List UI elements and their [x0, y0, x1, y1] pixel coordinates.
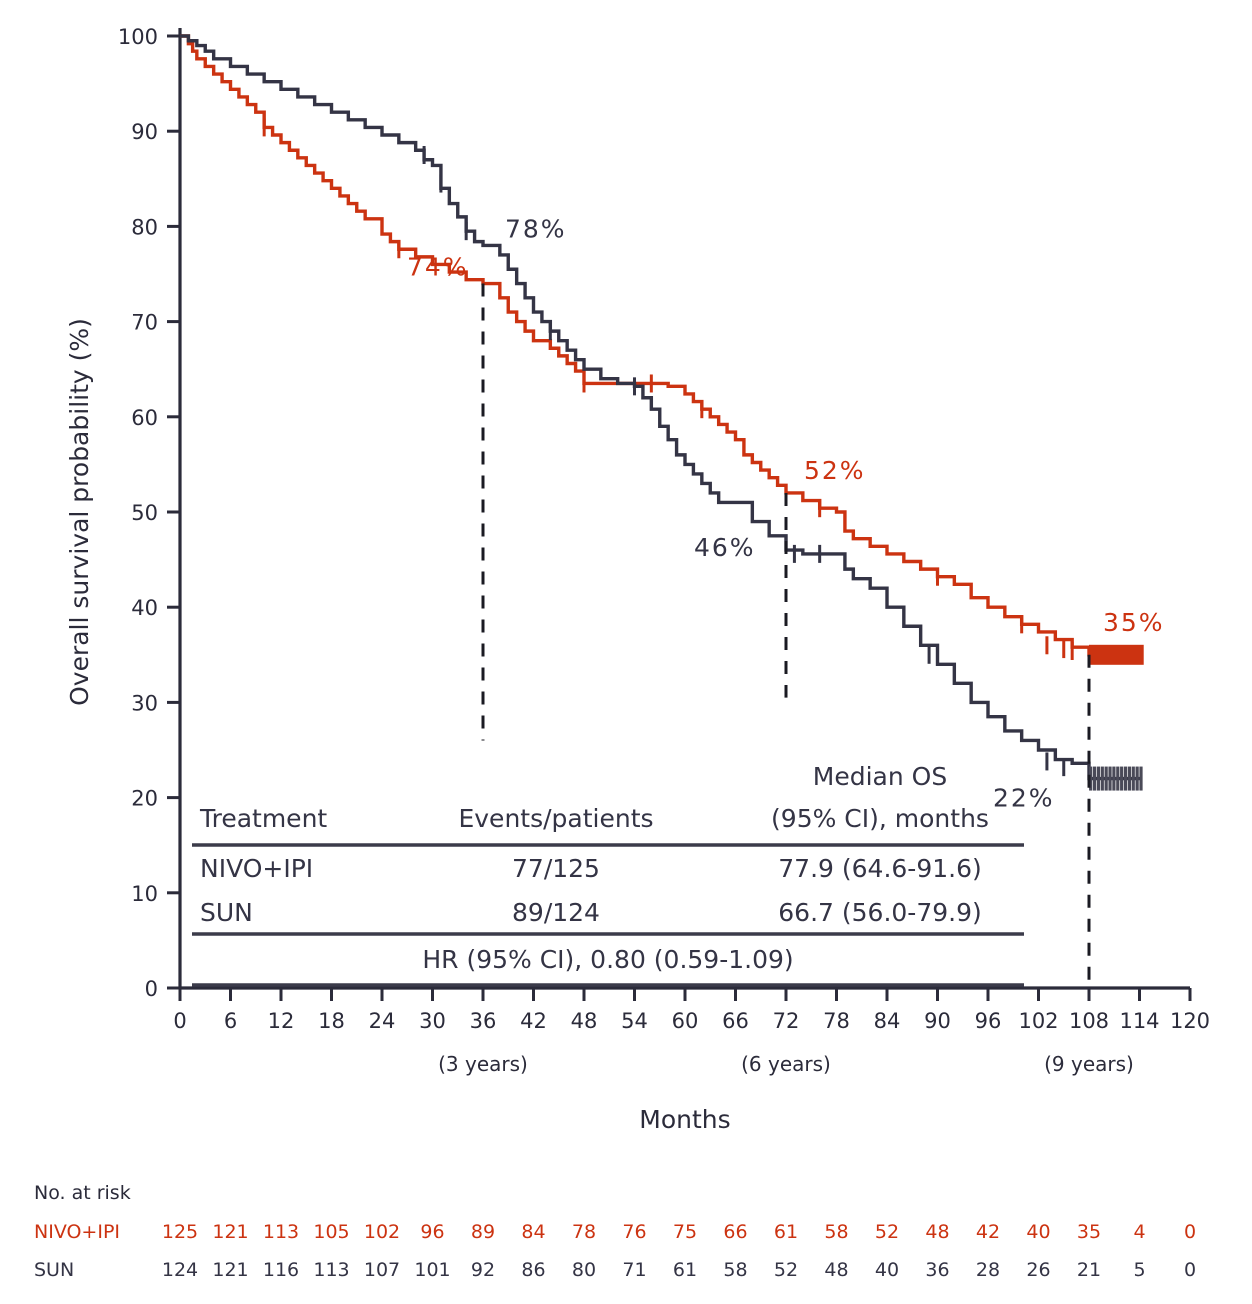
x-axis-title: Months	[639, 1105, 731, 1134]
risk-cell: 42	[975, 1221, 1001, 1243]
table-header-events: Events/patients	[458, 804, 654, 833]
summary-table	[192, 762, 1024, 985]
risk-cell: 102	[363, 1221, 401, 1243]
risk-cell: 78	[571, 1221, 597, 1243]
risk-cell: 96	[420, 1221, 445, 1243]
curve-annotation: 22%	[993, 783, 1055, 813]
chart-curves	[180, 36, 1144, 791]
table-footer-hr: HR (95% CI), 0.80 (0.59-1.09)	[422, 945, 794, 974]
curve-annotation: 78%	[505, 214, 567, 244]
y-axis-title: Overall survival probability (%)	[65, 318, 94, 706]
y-tick-label: 30	[131, 691, 158, 716]
risk-row-label: NIVO+IPI	[34, 1221, 121, 1243]
x-tick-label: 18	[318, 1009, 345, 1033]
risk-cell: 61	[773, 1221, 799, 1243]
risk-cell: 48	[925, 1221, 950, 1243]
risk-cell: 4	[1133, 1221, 1146, 1243]
risk-cell: 28	[975, 1259, 1001, 1281]
x-tick-label: 84	[873, 1009, 901, 1033]
y-tick-label: 10	[131, 881, 158, 906]
table-cell-events: 77/125	[512, 854, 600, 883]
risk-cell: 124	[161, 1259, 199, 1281]
risk-cell: 66	[723, 1221, 748, 1243]
curve-annotation: 52%	[804, 455, 866, 485]
x-tick-label: 120	[1169, 1009, 1211, 1033]
risk-cell: 80	[571, 1259, 597, 1281]
x-tick-label: 6	[223, 1009, 238, 1033]
curve-annotation: 35%	[1103, 607, 1165, 637]
y-tick-label: 100	[117, 25, 158, 49]
risk-cell: 125	[161, 1221, 199, 1243]
censor-block-nivo	[1089, 645, 1144, 665]
x-tick-label: 42	[520, 1009, 547, 1033]
table-cell-median-os: 77.9 (64.6-91.6)	[778, 854, 982, 883]
x-tick-label: 66	[722, 1009, 749, 1033]
x-year-marker: (3 years)	[438, 1052, 528, 1076]
x-tick-label: 54	[621, 1009, 648, 1033]
risk-cell: 21	[1076, 1259, 1102, 1281]
curve-annotation: 74%	[407, 252, 469, 282]
table-header-treatment: Treatment	[200, 804, 328, 833]
x-year-marker: (9 years)	[1044, 1052, 1134, 1076]
x-tick-label: 78	[823, 1009, 850, 1033]
risk-cell: 58	[723, 1259, 748, 1281]
table-cell-events: 89/124	[512, 898, 600, 927]
risk-cell: 52	[773, 1259, 799, 1281]
series-line-sun	[180, 36, 1140, 779]
y-tick-label: 70	[131, 310, 158, 335]
risk-cell: 113	[262, 1221, 300, 1243]
risk-row-label: SUN	[34, 1259, 75, 1281]
risk-cell: 0	[1183, 1259, 1197, 1281]
x-tick-label: 114	[1119, 1009, 1160, 1033]
risk-cell: 76	[622, 1221, 647, 1243]
risk-cell: 58	[824, 1221, 849, 1243]
table-cell-treatment: NIVO+IPI	[200, 854, 314, 883]
risk-table-title: No. at risk	[34, 1182, 131, 1204]
risk-cell: 121	[212, 1259, 249, 1281]
x-tick-label: 72	[772, 1009, 800, 1033]
risk-cell: 121	[212, 1221, 249, 1243]
table-cell-treatment: SUN	[200, 898, 253, 927]
curve-annotation: 46%	[694, 533, 756, 563]
table-cell-median-os: 66.7 (56.0-79.9)	[778, 898, 982, 927]
x-tick-label: 102	[1018, 1009, 1059, 1033]
risk-cell: 61	[672, 1259, 698, 1281]
x-tick-label: 30	[419, 1009, 446, 1033]
y-tick-label: 0	[144, 977, 158, 1001]
risk-cell: 48	[824, 1259, 849, 1281]
series-line-nivo-ipi	[180, 36, 1140, 655]
risk-cell: 40	[1026, 1221, 1051, 1243]
risk-cell: 107	[363, 1259, 401, 1281]
risk-table	[34, 1182, 1196, 1281]
risk-cell: 113	[313, 1259, 350, 1281]
risk-cell: 84	[521, 1221, 546, 1243]
risk-cell: 52	[874, 1221, 900, 1243]
x-tick-label: 60	[671, 1009, 699, 1033]
x-tick-label: 0	[173, 1009, 187, 1033]
x-tick-label: 90	[924, 1009, 951, 1033]
table-header-median-os: Median OS	[812, 762, 948, 791]
risk-cell: 40	[874, 1259, 900, 1281]
y-tick-label: 40	[131, 596, 158, 621]
y-tick-label: 80	[131, 215, 158, 240]
risk-cell: 86	[521, 1259, 546, 1281]
x-tick-label: 96	[974, 1009, 1002, 1033]
risk-cell: 92	[470, 1259, 496, 1281]
risk-cell: 0	[1183, 1221, 1197, 1243]
risk-cell: 5	[1133, 1259, 1146, 1281]
y-tick-label: 50	[131, 501, 158, 525]
risk-cell: 89	[470, 1221, 496, 1243]
x-tick-label: 36	[469, 1009, 497, 1033]
y-tick-label: 90	[131, 120, 158, 145]
risk-cell: 116	[262, 1259, 300, 1281]
x-tick-label: 108	[1068, 1009, 1110, 1033]
table-header-ci: (95% CI), months	[771, 804, 989, 833]
x-year-marker: (6 years)	[741, 1052, 831, 1076]
x-tick-label: 24	[368, 1009, 396, 1033]
risk-cell: 36	[925, 1259, 950, 1281]
y-tick-label: 20	[131, 786, 158, 811]
risk-cell: 75	[672, 1221, 698, 1243]
risk-cell: 105	[313, 1221, 350, 1243]
risk-cell: 71	[622, 1259, 647, 1281]
risk-cell: 35	[1076, 1221, 1102, 1243]
y-tick-label: 60	[131, 405, 158, 430]
x-tick-label: 48	[570, 1009, 598, 1033]
risk-cell: 101	[414, 1259, 451, 1281]
x-tick-label: 12	[267, 1009, 295, 1033]
risk-cell: 26	[1026, 1259, 1051, 1281]
